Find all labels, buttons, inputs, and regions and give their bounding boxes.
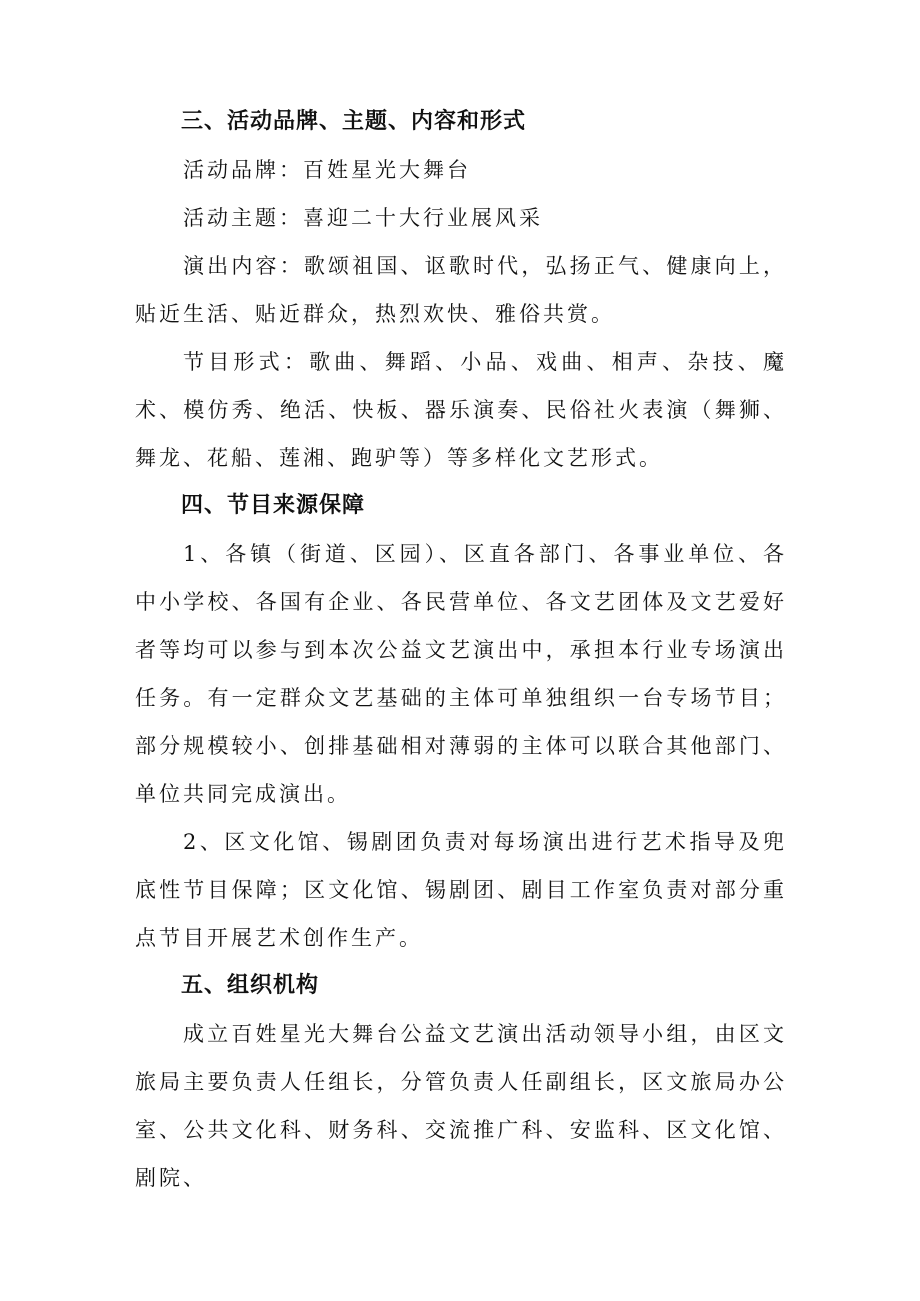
section-heading-brand-theme: 三、活动品牌、主题、内容和形式: [181, 109, 527, 134]
section-heading-organization: 五、组织机构: [181, 973, 320, 998]
activity-theme-line: 活动主题：喜迎二十大行业展风采: [183, 206, 543, 230]
activity-brand-line: 活动品牌：百姓星光大舞台: [183, 158, 471, 182]
program-source-paragraph-2: 2、区文化馆、锡剧团负责对每场演出进行艺术指导及兜底性节目保障；区文化馆、锡剧团、剧目工作室负责对部分重点节目开展艺术创作生产。: [135, 830, 787, 950]
document-page: [135, 98, 787, 1202]
performance-content-paragraph: 演出内容：歌颂祖国、讴歌时代，弘扬正气、健康向上，贴近生活、贴近群众，热烈欢快、雅俗共赏。: [135, 254, 787, 326]
program-source-paragraph-1: 1、各镇（街道、区园）、区直各部门、各事业单位、各中小学校、各国有企业、各民营单位、各文艺团体及文艺爱好者等均可以参与到本次公益文艺演出中，承担本行业专场演出任务。有一定群众文艺基础的主体可单独组织一台专场节目；部分规模较小、创排基础相对薄弱的主体可以联合其他部门、单位共同完成演出。: [135, 542, 787, 806]
section-heading-program-source: 四、节目来源保障: [181, 493, 366, 518]
program-format-paragraph: 节目形式：歌曲、舞蹈、小品、戏曲、相声、杂技、魔术、模仿秀、绝活、快板、器乐演奏、民俗社火表演（舞狮、舞龙、花船、莲湘、跑驴等）等多样化文艺形式。: [135, 350, 787, 470]
organization-paragraph: 成立百姓星光大舞台公益文艺演出活动领导小组，由区文旅局主要负责人任组长，分管负责人任副组长，区文旅局办公室、公共文化科、财务科、交流推广科、安监科、区文化馆、剧院、: [135, 1022, 787, 1190]
